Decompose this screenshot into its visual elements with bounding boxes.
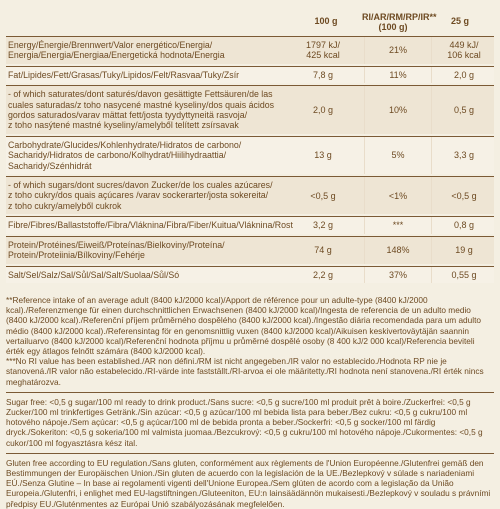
protein-100g: 74 g [314,245,332,256]
table-header [6,8,494,36]
carbohydrate-25g: 3,3 g [453,150,475,161]
row-label: Fat/Lipides/Fett/Grasas/Tuky/Lipidos/Felt/Rasvaa/Tuky/Zsír [8,69,240,80]
nutrition-table [6,8,494,285]
saturates-ri: 10% [364,86,432,134]
salt-ri: 37% [364,267,432,283]
sugar-free-note: Sugar free: <0,5 g sugar/100 ml ready to drink product./Sans sucre: <0,5 g sucre/100 ml produit prêt à boire./Zuckerfrei: <0,5 g Zucker/100 ml trinkfertiges Getränk./Sin azúcar: <0,5 g azúcar/100 ml bebida lista para beber./Bez cukru: <0,5 g cukru/100 ml hotového nápoje./Sem açúcar: <0,5 g açúcar/100 ml de bebida pronta a beber./Sockerfri: <0,5 g socker/100 ml färdig dryck./Sokeriton: <0,5 g sokeria/100 ml valmista juomaa./Bezcukrový: <0,5 g cukru/100 ml hotového nápoje./Cukormentes: <0,5 g cukor/100 ml fogyasztásra kész ital. [6,396,483,448]
table-row-sugars [6,176,494,214]
salt-100g: 2,2 g [312,269,334,280]
table-row-fat [6,66,494,83]
row-label: Carbohydrate/Glucides/Kohlenhydrate/Hidratos de carbono/ Sacharidy/Hidratos de carbono/Kolhydrat/Hiilihydraattia/ Sacharidy/Szénhidrát [8,139,242,171]
row-label: Energy/Énergie/Brennwert/Valor energético/Energia/ Energia/Energia/Energiaa/Energetická hodnota/Energia [8,40,225,61]
gluten-free-section [6,453,494,509]
header-reference-intake: RI/AR/RM/RP/IR** (100 g) [362,12,437,32]
fat-25g: 2,0 g [453,70,475,81]
table-row-energy [6,36,494,64]
energy-25g: 449 kJ/ 106 kcal [447,40,481,61]
carbohydrate-ri: 5% [364,137,432,174]
fibre-ri: *** [364,217,432,233]
table-row-fibre [6,216,494,233]
salt-25g: 0,55 g [451,269,477,280]
row-label: Fibre/Fibres/Ballaststoffe/Fibra/Vláknina/Fibra/Fiber/Kuitua/Vláknina/Rost [8,220,293,231]
table-row-saturates [6,85,494,134]
sugar-free-section [6,392,494,448]
energy-ri: 21% [364,37,432,64]
protein-25g: 19 g [455,245,473,256]
protein-ri: 148% [364,237,432,264]
header-25g: 25 g [450,16,469,26]
table-row-carbohydrate [6,136,494,174]
fibre-100g: 3,2 g [312,220,334,231]
reference-intake-note: **Reference intake of an average adult (8400 kJ/2000 kcal)/Apport de référence pour un adulte-type (8400 kJ/2000 kcal)./Referenzmenge für einen durchschnittlichen Erwachsenen (8400 kJ/2000 kcal)/Ingesta de referencia de un adulto medio (8400 kJ/2000 kcal)./Referenční příjem průměrného dospělého (8400 kJ/2000 kcal)./Ingestão diária recomendada para um adulto médio (8400 kJ/2000 kcal)./Referensintag för en genomsnittlig vuxen (8400 kJ/2000 kcal)/Aikuisen keskivertoväytäjän saannin vertailuarvo (8400 kJ/2000 kcal)/Referenční hodnota příjmu u průměrné dospělé osoby (8 400 kJ/2 000 kcal)/Referencia beviteli érték egy átlagos felnőtt számára (8400 kJ/2000 kcal). [6,295,482,357]
no-ri-note: ***No RI value has been established./AR non défini./RM ist nicht angegeben./IR valor no establecido./Hodnota RP nie je stanovená./IR valor não estabelecido./RI-värde inte fastställt./RI-arvoa ei ole määritetty./RI hodnota není stanovena./RI érték nincs meghatározva. [6,356,484,387]
header-100g: 100 g [314,16,338,26]
energy-100g: 1797 kJ/ 425 kcal [305,40,341,61]
fibre-25g: 0,8 g [453,220,475,231]
row-label: Protein/Protéines/Eiweiß/Proteínas/Bielkoviny/Proteína/ Protein/Proteiinia/Bílkoviny/Fehérje [8,239,225,261]
fat-100g: 7,8 g [312,70,334,81]
sugars-ri: <1% [364,177,432,214]
fat-ri: 11% [364,67,432,83]
sugars-25g: <0,5 g [451,190,477,201]
carbohydrate-100g: 13 g [314,150,332,161]
gluten-free-note: Gluten free according to EU regulation./Sans gluten, conformément aux règlements de l'Union Européenne./Glutenfrei gemäß den Bestimmungen der Europäischen Union./Sin gluten de acuerdo con la legislación de la UE./Bezlepkový v súlade s nariadeniami EÚ./Senza Glutine – In base ai regolamenti vigenti dell'Unione Europea./Sem glúten de acordo com a legislação da União Europeia./Glutenfri, i enlighet med EU-lagstiftningen./Gluteeniton, EU:n lainsäädännön mukaisesti./Bezlepkový v souladu s právními předpisy EU./Gluténmentes az Európai Unió szabályozásának megfelelően. [6,457,491,509]
saturates-100g: 2,0 g [312,105,334,116]
sugars-100g: <0,5 g [310,190,336,201]
table-row-salt [6,266,494,283]
table-row-protein [6,236,494,264]
footnotes [6,295,494,509]
row-label: Salt/Sel/Salz/Sal/Sůl/Sal/Salt/Suolaa/Sůl/Só [8,269,180,280]
row-label: - of which saturates/dont saturés/davon gesättigte Fettsäuren/de las cuales saturadas/z toho nasycené mastné kyseliny/dos quais ácidos gordos saturados/varav mättat fett/josta tyydyttyneitä rasvoja/ z toho nasýtené mastné kyseliny/amelyből telített zsírsavak [8,89,275,131]
saturates-25g: 0,5 g [453,105,475,116]
row-label: - of which sugars/dont sucres/davon Zucker/de los cuales azúcares/ z toho cukry/dos quais açúcares /varav sockerarter/josta sokereita/ z toho cukry/amelyből cukrok [8,180,273,211]
